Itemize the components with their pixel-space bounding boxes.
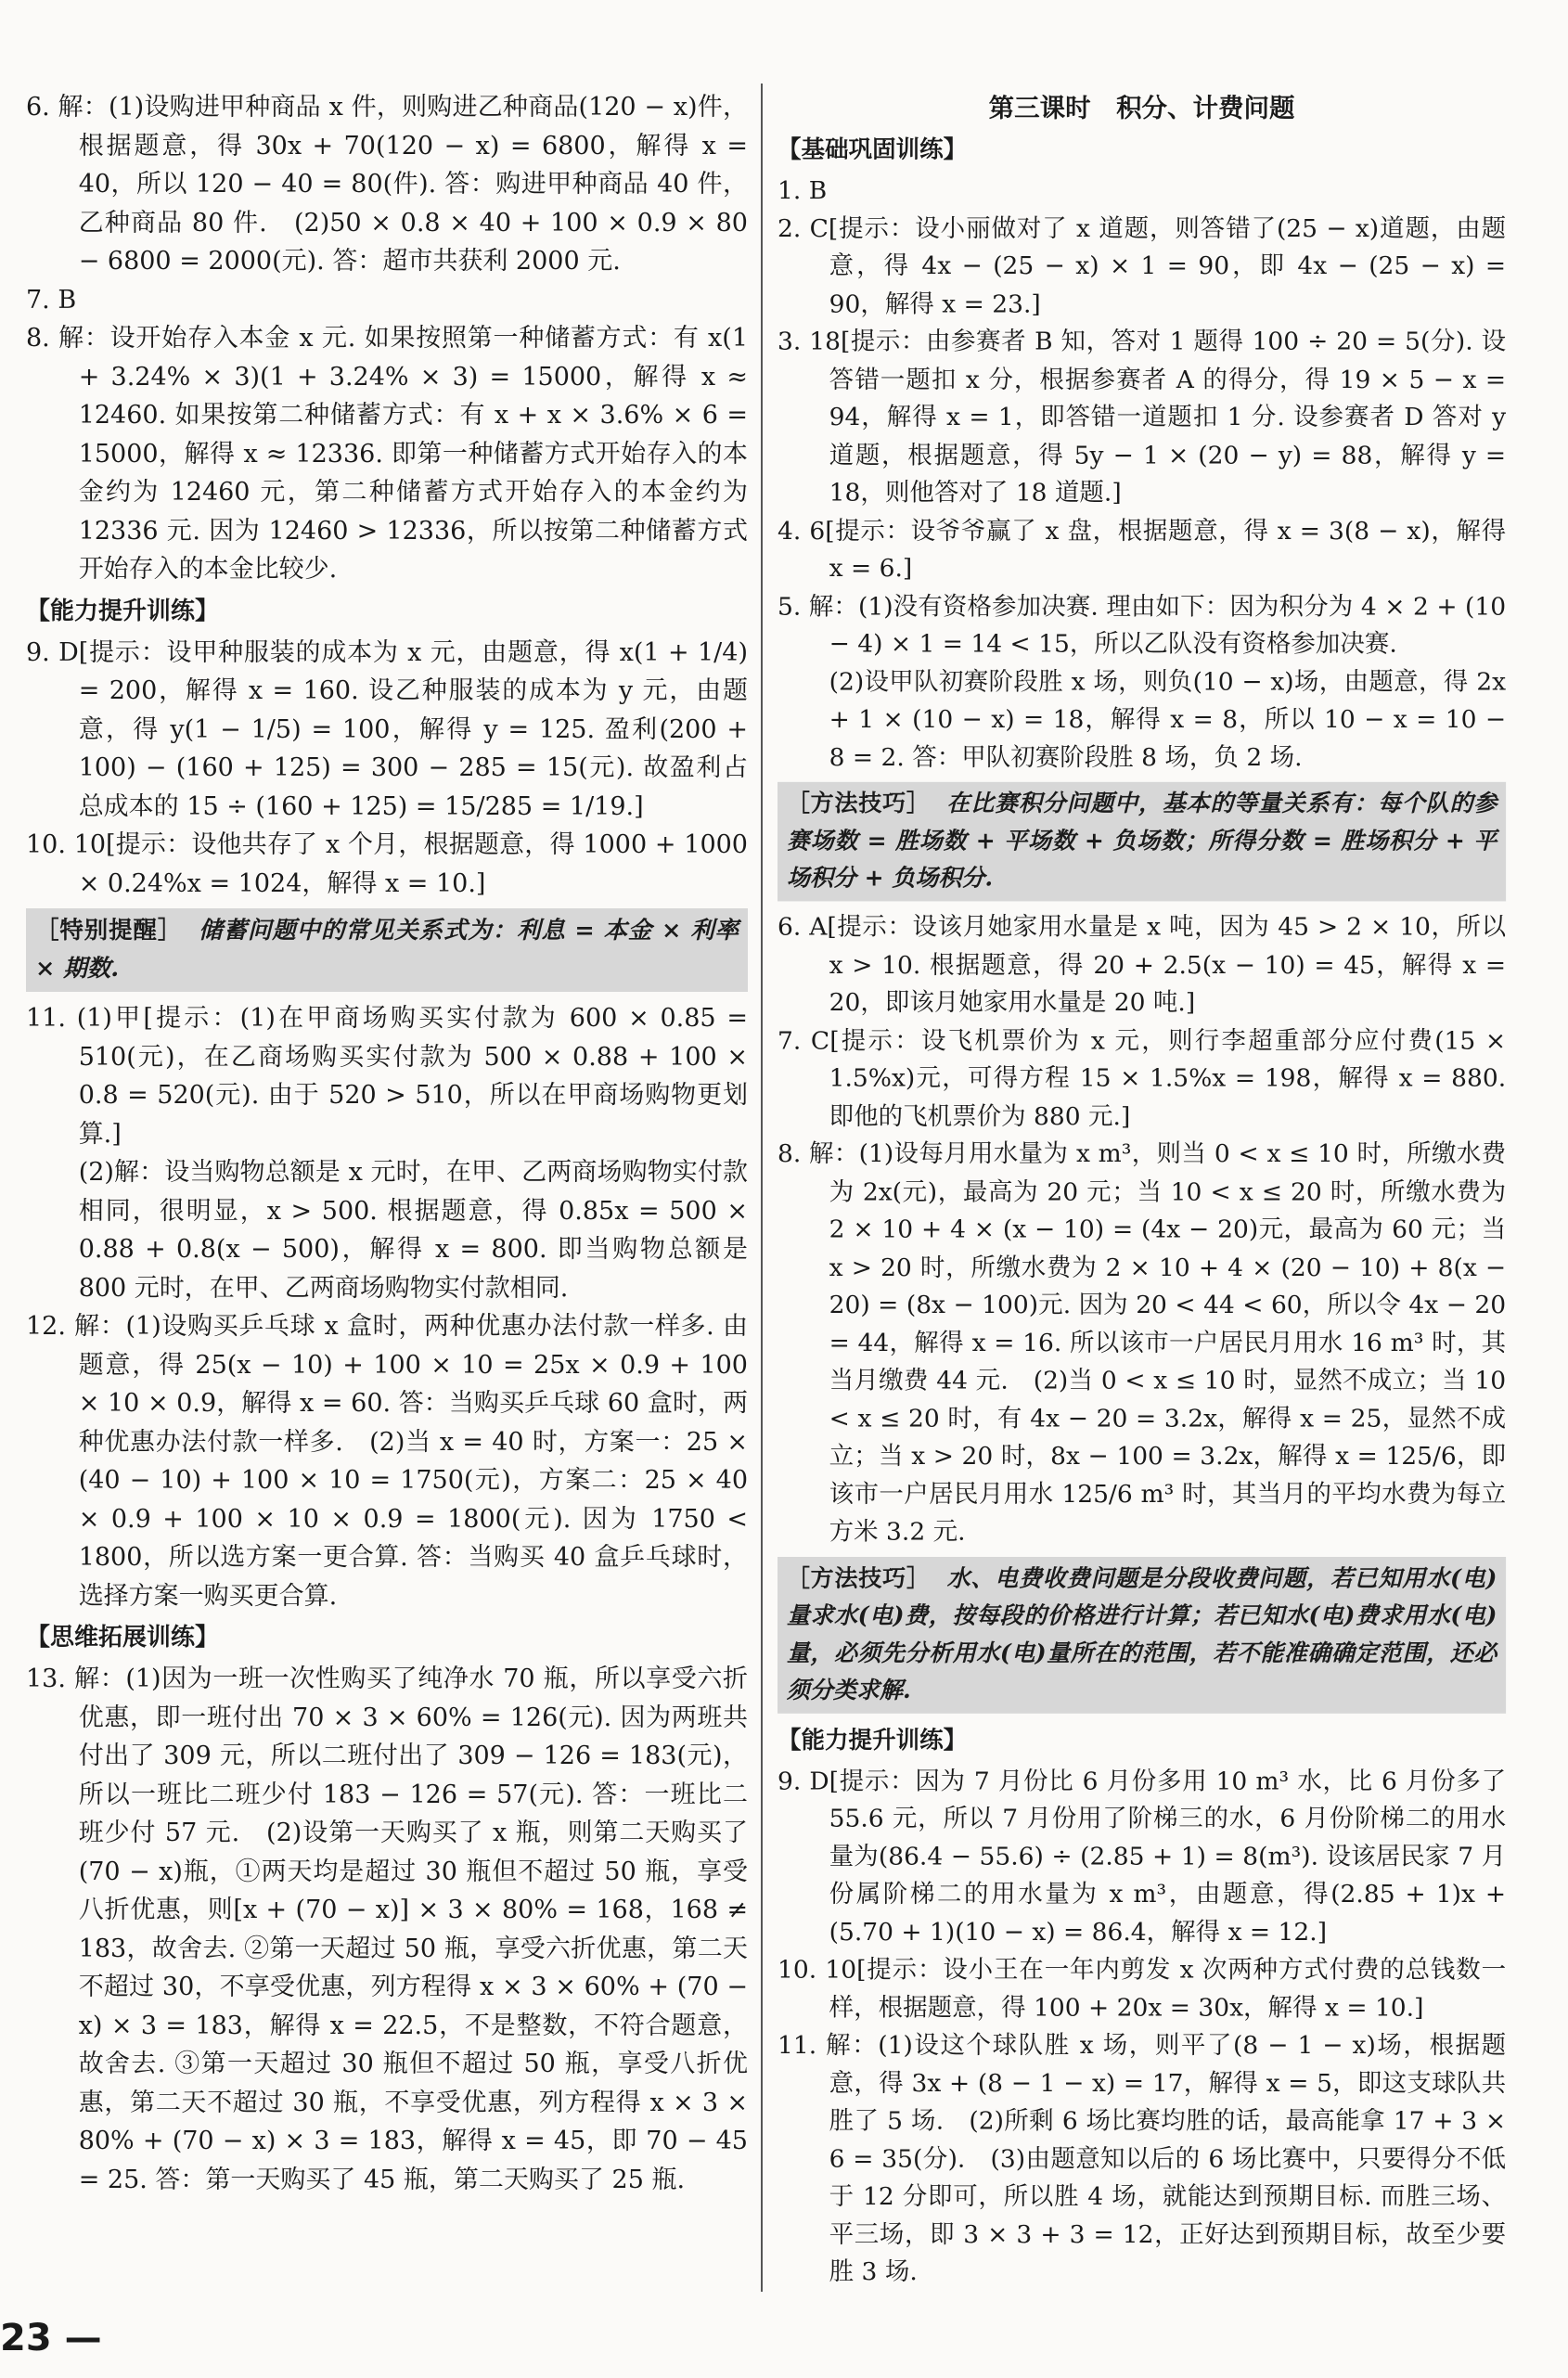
tip-box-tag: ［方法技巧］	[786, 1564, 931, 1592]
tip-box-tag: ［方法技巧］	[786, 790, 931, 818]
tip-box-text: 在比赛积分问题中，基本的等量关系有：每个队的参赛场数 = 胜场数 + 平场数 + 负场数；所得分数 = 胜场积分 + 平场积分 + 负场积分.	[786, 790, 1497, 893]
answer-item: 12. 解：(1)设购买乒乓球 x 盒时，两种优惠办法付款一样多. 由题意，得 25(x − 10) + 100 × 10 = 25x × 0.9 + 100 × 10 × 0.9，解得 x = 60. 答：当购买乒乓球 60 盒时，两种优惠办法付款一样多. (2)当 x = 40 时，方案一：25 × (40 − 10) + 100 × 10 = 1750(元)，方案二：25 × 40 × 0.9 + 100 × 10 × 0.9 = 1800(元). 因为 1750 < 1800，所以选方案一更合算. 答：当购买 40 盒乒乓球时，选择方案一购买更合算.	[26, 1312, 748, 1611]
answer-item: 3. 18[提示：由参赛者 B 知，答对 1 题得 100 ÷ 20 = 5(分). 设答错一题扣 x 分，根据参赛者 A 的得分，得 19 × 5 − x = 94，解得 x = 1，即答错一道题扣 1 分. 设参赛者 D 答对 y 道题，根据题意，得 5y − 1 × (20 − y) = 88，解得 y = 18，则他答对了 18 道题.]	[778, 328, 1507, 508]
section-heading: 【能力提升训练】	[778, 1727, 968, 1755]
answer-item: 8. 解：(1)设每月用水量为 x m³，则当 0 < x ≤ 10 时，所缴水费为 2x(元)，最高为 20 元；当 10 < x ≤ 20 时，所缴水费为 2 × 10 + 4 × (x − 10) = (4x − 20)元，最高为 60 元；当 x > 20 时，所缴水费为 2 × 10 + 4 × (20 − 10) + 8(x − 20) = (8x − 100)元. 因为 20 < 44 < 60，所以令 4x − 20 = 44，解得 x = 16. 所以该市一户居民月用水 16 m³ 时，其当月缴费 44 元. (2)当 0 < x ≤ 10 时，显然不成立；当 10 < x ≤ 20 时，有 4x − 20 = 3.2x，解得 x = 25，显然不成立；当 x > 20 时，8x − 100 = 3.2x，解得 x = 125/6，即该市一户居民月用水 125/6 m³ 时，其当月的平均水费为每立方米 3.2 元.	[778, 1139, 1507, 1547]
tip-box-text: 储蓄问题中的常见关系式为：利息 = 本金 × 利率 × 期数.	[35, 917, 739, 983]
answer-item: 2. C[提示：设小丽做对了 x 道题，则答错了(25 − x)道题，由题意，得 4x − (25 − x) × 1 = 90，即 4x − (25 − x) = 90，解得 x = 23.]	[778, 213, 1507, 318]
tip-box-tag: ［特别提醒］	[35, 917, 183, 945]
tip-box	[778, 782, 1506, 902]
answer-item: 9. D[提示：因为 7 月份比 6 月份多用 10 m³ 水，比 6 月份多了 55.6 元，所以 7 月份用了阶梯三的水，6 月份阶梯二的用水量为(86.4 − 55.6) ÷ (2.85 + 1) = 8(m³). 设该居民家 7 月份属阶梯二的用水量为 x m³，由题意，得(2.85 + 1)x + (5.70 + 1)(10 − x) = 86.4，解得 x = 12.]	[778, 1767, 1507, 1947]
tip-box	[778, 1557, 1506, 1714]
answer-continuation: (2)设甲队初赛阶段胜 x 场，则负(10 − x)场，由题意，得 2x + 1 × (10 − x) = 18，解得 x = 8，所以 10 − x = 10 − 8 = 2. 答：甲队初赛阶段胜 8 场，负 2 场.	[829, 667, 1507, 772]
right-column-body	[778, 130, 1506, 2291]
answer-item: 6. 解：(1)设购进甲种商品 x 件，则购进乙种商品(120 − x)件，根据题意，得 30x + 70(120 − x) = 6800，解得 x = 40，所以 120 − 40 = 80(件). 答：购进甲种商品 40 件，乙种商品 80 件. (2)50 × 0.8 × 40 + 100 × 0.9 × 80 − 6800 = 2000(元). 答：超市共获利 2000 元.	[26, 93, 748, 276]
tip-box-text: 水、电费收费问题是分段收费问题，若已知用水(电)量求水(电)费，按每段的价格进行计算；若已知水(电)费求用水(电)量，必须先分析用水(电)量所在的范围，若不能准确确定范围，还必须分类求解.	[786, 1564, 1497, 1704]
answer-item: 1. B	[778, 176, 828, 205]
left-column	[26, 88, 748, 2199]
column-divider	[761, 84, 763, 2292]
answer-item: 9. D[提示：设甲种服装的成本为 x 元，由题意，得 x(1 + 1/4) = 200，解得 x = 160. 设乙种服装的成本为 y 元，由题意，得 y(1 − 1/5) = 100，解得 y = 125. 盈利(200 + 100) − (160 + 125) = 300 − 285 = 15(元). 故盈利占总成本的 15 ÷ (160 + 125) = 15/285 = 1/19.]	[26, 637, 748, 821]
tip-box	[26, 908, 748, 992]
answer-item: 10. 10[提示：设他共存了 x 个月，根据题意，得 1000 + 1000 × 0.24%x = 1024，解得 x = 10.]	[26, 830, 748, 898]
lesson-title: 第三课时 积分、计费问题	[988, 92, 1295, 123]
answer-item: 7. C[提示：设飞机票价为 x 元，则行李超重部分应付费(15 × 1.5%x)元，可得方程 15 × 1.5%x = 198，解得 x = 880. 即他的飞机票价为 880 元.]	[778, 1026, 1507, 1131]
right-column	[778, 88, 1506, 2292]
answer-item: 7. B	[26, 285, 77, 315]
answer-item: 11. (1)甲[提示：(1)在甲商场购买实付款为 600 × 0.85 = 510(元)，在乙商场购买实付款为 500 × 0.88 + 100 × 0.8 = 520(元). 由于 520 > 510，所以在甲商场购物更划算.]	[26, 1004, 748, 1149]
answer-item: 5. 解：(1)没有资格参加决赛. 理由如下：因为积分为 4 × 2 + (10 − 4) × 1 = 14 < 15，所以乙队没有资格参加决赛.	[778, 592, 1507, 659]
answer-item: 6. A[提示：设该月她家用水量是 x 吨，因为 45 > 2 × 10，所以 x > 10. 根据题意，得 20 + 2.5(x − 10) = 45，解得 x = 20，即该月她家用水量是 20 吨.]	[778, 913, 1507, 1018]
answer-continuation: (2)解：设当购物总额是 x 元时，在甲、乙两商场购物实付款相同，很明显，x > 500. 根据题意，得 0.85x = 500 × 0.88 + 0.8(x − 500)，解得 x = 800. 即当购物总额是 800 元时，在甲、乙两商场购物实付款相同.	[78, 1158, 748, 1303]
answer-item: 8. 解：设开始存入本金 x 元. 如果按照第一种储蓄方式：有 x(1 + 3.24% × 3)(1 + 3.24% × 3) = 15000，解得 x ≈ 12460. 如果按第二种储蓄方式：有 x + x × 3.6% × 6 = 15000，解得 x ≈ 12336. 即第一种储蓄方式开始存入的本金约为 12460 元，第二种储蓄方式开始存入的本金约为 12336 元. 因为 12460 > 12336，所以按第二种储蓄方式开始存入的本金比较少.	[26, 324, 748, 584]
section-heading: 【基础巩固训练】	[778, 136, 968, 164]
answer-item: 4. 6[提示：设爷爷赢了 x 盘，根据题意，得 x = 3(8 − x)，解得 x = 6.]	[778, 516, 1507, 583]
page-number: 23 —	[0, 2317, 102, 2359]
answer-item: 10. 10[提示：设小王在一年内剪发 x 次两种方式付费的总钱数一样，根据题意，得 100 + 20x = 30x，解得 x = 10.]	[778, 1955, 1507, 2023]
section-heading: 【能力提升训练】	[26, 597, 220, 625]
answer-item: 13. 解：(1)因为一班一次性购买了纯净水 70 瓶，所以享受六折优惠，即一班付出 70 × 3 × 60% = 126(元). 因为两班共付出了 309 元，所以二班付出了 309 − 126 = 183(元)，所以一班比二班少付 183 − 126 = 57(元). 答：一班比二班少付 57 元. (2)设第一天购买了 x 瓶，则第二天购买了(70 − x)瓶，①两天均是超过 30 瓶但不超过 50 瓶，享受八折优惠，则[x + (70 − x)] × 3 × 80% = 168，168 ≠ 183，故舍去. ②第一天超过 50 瓶，享受六折优惠，第二天不超过 30，不享受优惠，列方程得 x × 3 × 60% + (70 − x) × 3 = 183，解得 x = 22.5，不是整数，不符合题意，故舍去. ③第一天超过 30 瓶但不超过 50 瓶，享受八折优惠，第二天不超过 30 瓶，不享受优惠，列方程得 x × 3 × 80% + (70 − x) × 3 = 183，解得 x = 45，即 70 − 45 = 25. 答：第一天购买了 45 瓶，第二天购买了 25 瓶.	[26, 1665, 748, 2194]
section-heading: 【思维拓展训练】	[26, 1624, 220, 1652]
answer-item: 11. 解：(1)设这个球队胜 x 场，则平了(8 − 1 − x)场，根据题意，得 3x + (8 − 1 − x) = 17，解得 x = 5，即这支球队共胜了 5 场. (2)所剩 6 场比赛均胜的话，最高能拿 17 + 3 × 6 = 35(分). (3)由题意知以后的 6 场比赛中，只要得分不低于 12 分即可，所以胜 4 场，就能达到预期目标. 而胜三场、平三场，即 3 × 3 + 3 = 12，正好达到预期目标，故至少要胜 3 场.	[778, 2031, 1507, 2287]
